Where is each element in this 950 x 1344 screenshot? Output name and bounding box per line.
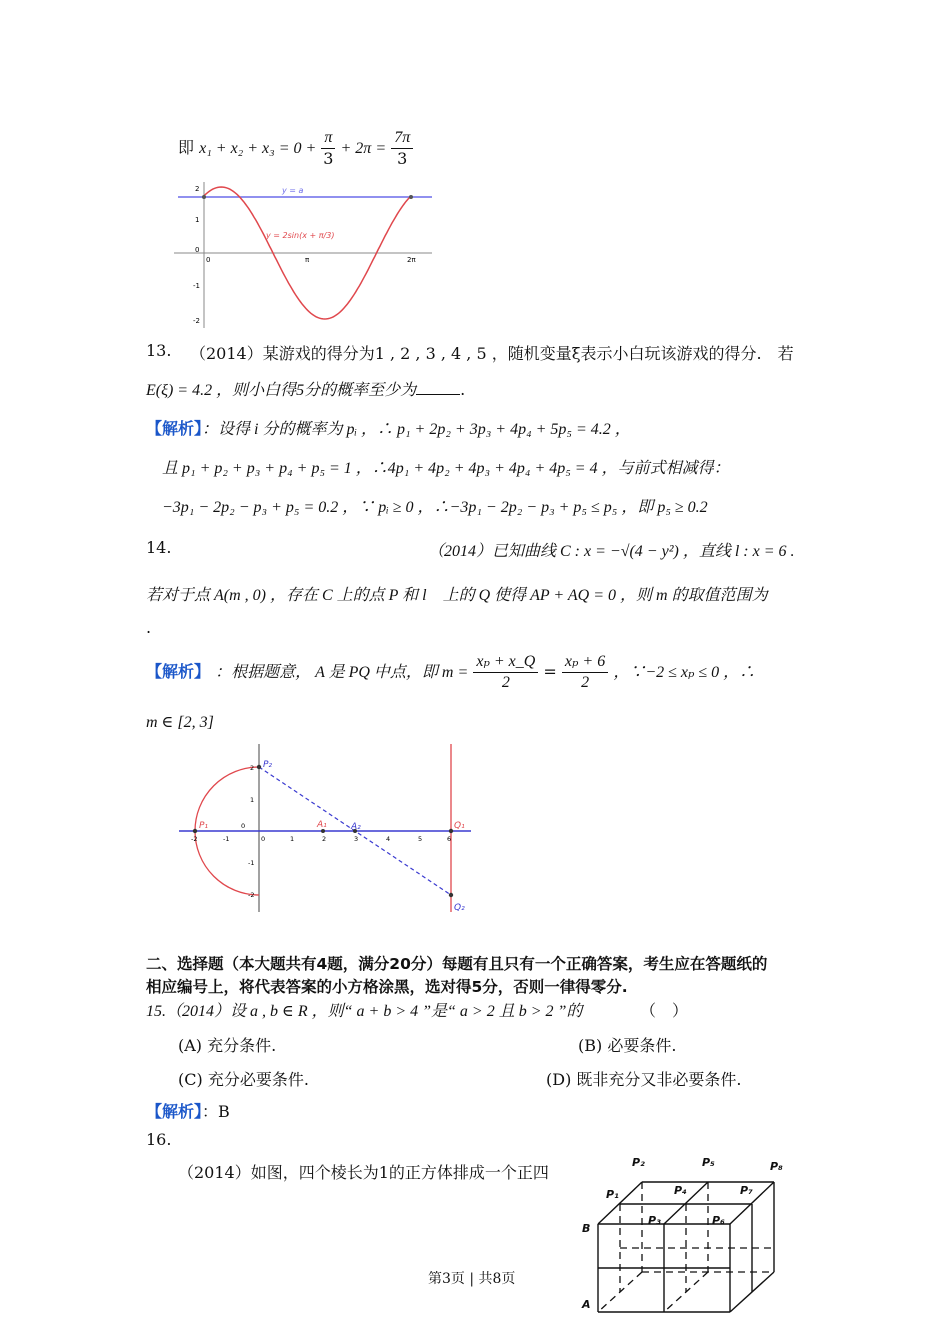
label-Q2: Q₂ xyxy=(454,903,465,913)
point-end xyxy=(409,195,413,199)
sol13-line3: −3p₁ − 2p₂ − p₃ + p₅ = 0.2 ，∵ pᵢ ≥ 0 ，∴−3p₁ − 2p₂ − p₃ + p₅ ≤ p₅ ，即 p₅ ≥ 0.2 xyxy=(162,499,708,516)
eq-lhs: x₁ + x₂ + x₃ = 0 + xyxy=(199,140,317,157)
label-P1: P₁ xyxy=(199,821,209,831)
sine-graph xyxy=(170,178,440,330)
y-tick-2: 2 xyxy=(250,764,255,772)
point-P2 xyxy=(257,765,261,769)
q16-line1: （2014）如图，四个棱长为1的正方体排成一个正四 xyxy=(178,1163,549,1182)
x-tick-5: 5 xyxy=(418,835,423,843)
y-tick-neg1: -1 xyxy=(248,859,255,867)
q13-line2: E(ξ) = 4.2 ，则小白得5分的概率至少为 . xyxy=(146,380,466,399)
top-equation xyxy=(178,128,413,169)
point-Q2 xyxy=(449,893,453,897)
point-Q1 xyxy=(449,829,453,833)
q15-solution: 【解析】：B xyxy=(146,1102,230,1121)
label-B: B xyxy=(582,1222,591,1235)
label-Q1: Q₁ xyxy=(454,821,465,831)
y-tick-neg2: -2 xyxy=(193,317,200,325)
sol14-tag: 【解析】 xyxy=(146,662,211,681)
point-start xyxy=(202,195,206,199)
eq-prefix: 即 xyxy=(178,138,195,157)
eq-frac-1: $\frac{\pi}{3}$ xyxy=(323,129,334,168)
label-A2: A₂ xyxy=(351,822,361,832)
origin-label: 0 xyxy=(241,822,246,830)
y-tick-neg1: -1 xyxy=(193,282,200,290)
q13-number: 13. xyxy=(146,341,172,360)
page-footer: 第3页 | 共8页 xyxy=(428,1271,516,1287)
label-P5: P₅ xyxy=(702,1156,715,1169)
label-P4: P₄ xyxy=(674,1184,687,1197)
sol14-result: m ∈ [2, 3] xyxy=(146,714,214,731)
q15-option-d: (D) 既非充分又非必要条件. xyxy=(546,1070,742,1089)
label-A1: A₁ xyxy=(317,820,327,830)
label-P3: P₃ xyxy=(648,1214,661,1227)
point-P1 xyxy=(193,829,197,833)
section2-line2: 相应编号上，将代表答案的小方格涂黑，选对得5分，否则一律得零分. xyxy=(146,978,628,996)
q15-option-a: (A) 充分条件. xyxy=(178,1036,277,1055)
sol13-line1: 【解析】：设得 i 分的概率为 pᵢ ，∴ p₁ + 2p₂ + 3p₃ + 4p₄ + 5p₅ = 4.2 ， xyxy=(146,419,631,438)
x-tick-0: 0 xyxy=(206,256,211,264)
q13-blank xyxy=(416,380,460,395)
x-tick-pi: π xyxy=(305,256,310,264)
x-tick-2pi: 2π xyxy=(407,256,416,264)
q14-line2: 若对于点 A(m , 0) ，存在 C 上的点 P 和 l 上的 Q 使得 AP + AQ = 0 ，则 m 的取值范围为 xyxy=(146,587,768,604)
semicircle-graph xyxy=(175,740,475,918)
section2-line1: 二、选择题（本大题共有4题，满分20分）每题有且只有一个正确答案，考生应在答题纸的 xyxy=(146,955,768,973)
sol13-tag: 【解析】 xyxy=(146,419,203,438)
q13-line1: （2014）某游戏的得分为1 , 2 , 3 , 4 , 5 ，随机变量ξ表示小白玩该游戏的得分. 若 xyxy=(190,344,794,363)
label-P2: P₂ xyxy=(263,760,273,770)
y-tick-2: 2 xyxy=(195,185,200,193)
y-tick-neg2: -2 xyxy=(248,891,255,899)
eq-mid: + 2π = xyxy=(340,140,387,157)
label-P7: P₇ xyxy=(740,1184,753,1197)
sol14-frac-2: $\frac{\text{xₚ + 6}}{2}$ xyxy=(562,652,608,693)
q15-stem: 15.（2014）设 a , b ∈ R ，则“ a + b > 4 ”是“ a > 2 且 b > 2 ”的 xyxy=(146,1003,583,1020)
x-tick-4: 4 xyxy=(386,835,391,843)
x-tick-6: 6 xyxy=(447,835,452,843)
y-tick-0: 0 xyxy=(195,246,200,254)
x-tick-0: 0 xyxy=(261,835,266,843)
x-tick-2: 2 xyxy=(322,835,327,843)
label-P6: P₆ xyxy=(712,1214,725,1227)
sol15-tag: 【解析】 xyxy=(146,1102,203,1121)
label-y-a: y = a xyxy=(282,186,304,195)
label-P1: P₁ xyxy=(606,1188,619,1201)
eq-frac-2: $\frac{7\pi}{3}$ xyxy=(391,128,413,169)
q15-paren: （ ） xyxy=(640,1001,689,1020)
x-tick-1: 1 xyxy=(290,835,295,843)
q15-option-b: (B) 必要条件. xyxy=(578,1036,677,1055)
x-tick-neg2: -2 xyxy=(191,835,198,843)
q14-line3: . xyxy=(146,618,152,637)
sol14-line1: 【解析】 ：根据题意， A 是 PQ 中点，即 m = $\frac{\text{xₚ + x\_Q}}{2}$ = $\frac{\text{xₚ + 6}}{2}$ ，∵−2 ≤ xₚ ≤ 0 ，∴ xyxy=(146,653,756,691)
y-tick-1: 1 xyxy=(250,796,255,804)
q16-number: 16. xyxy=(146,1130,172,1149)
x-tick-3: 3 xyxy=(354,835,359,843)
label-A: A xyxy=(582,1298,591,1311)
cube-figure xyxy=(576,1152,806,1314)
sol14-frac-1: $\frac{\text{xₚ + x\_Q}}{2}$ xyxy=(473,652,538,693)
sol13-line2: 且 p₁ + p₂ + p₃ + p₄ + p₅ = 1 ，∴4p₁ + 4p₂ + 4p₃ + 4p₄ + 4p₅ = 4 ，与前式相减得： xyxy=(162,460,730,477)
label-P2: P₂ xyxy=(632,1156,645,1169)
label-P8: P₈ xyxy=(770,1160,783,1173)
x-tick-neg1: -1 xyxy=(223,835,230,843)
y-tick-1: 1 xyxy=(195,216,200,224)
q14-number: 14. xyxy=(146,538,172,557)
q15-option-c: (C) 充分必要条件. xyxy=(178,1070,309,1089)
label-curve: y = 2sin(x + π/3) xyxy=(266,231,335,240)
q14-line1: （2014）已知曲线 C : x = −√(4 − y²) ，直线 l : x = 6 . xyxy=(428,543,795,560)
